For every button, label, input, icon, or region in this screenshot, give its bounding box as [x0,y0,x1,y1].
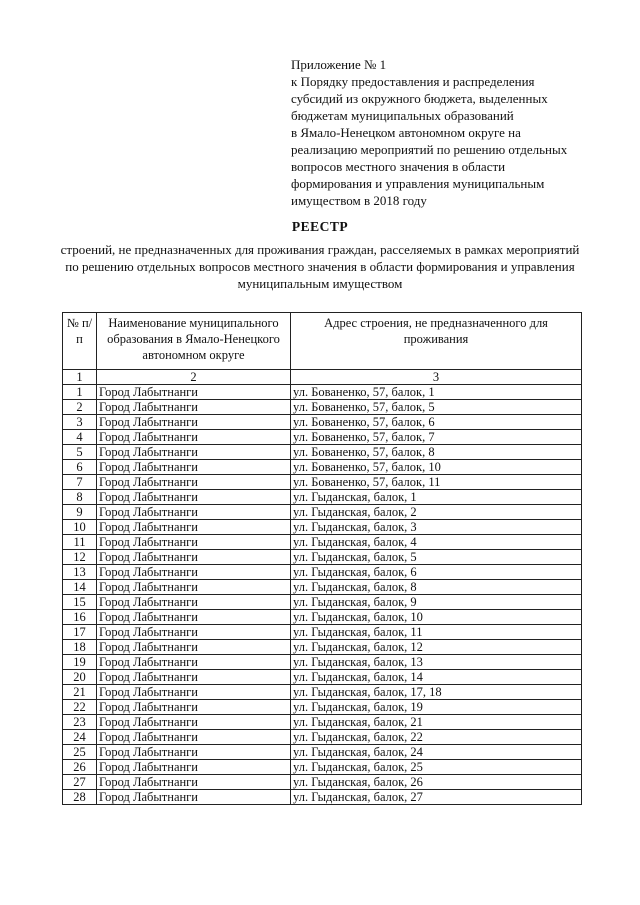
cell-num: 20 [63,670,97,685]
cell-num: 13 [63,565,97,580]
table-row [63,685,582,700]
cell-municipality: Город Лабытнанги [97,415,291,430]
table-row [63,595,582,610]
header-num: № п/п [63,313,97,370]
cell-municipality: Город Лабытнанги [97,745,291,760]
cell-address: ул. Бованенко, 57, балок, 7 [291,430,582,445]
appendix-line: субсидий из окружного бюджета, выделенных [291,91,548,106]
cell-num: 1 [63,385,97,400]
appendix-line: реализацию мероприятий по решению отдельных [291,142,568,157]
cell-municipality: Город Лабытнанги [97,625,291,640]
subtitle-line: строений, не предназначенных для проживания граждан, расселяемых в рамках мероприятий [60,242,580,257]
cell-num: 24 [63,730,97,745]
table-row [63,775,582,790]
registry-table [62,312,582,805]
table-header-row [63,313,582,370]
cell-address: ул. Бованенко, 57, балок, 8 [291,445,582,460]
cell-address: ул. Бованенко, 57, балок, 11 [291,475,582,490]
appendix-line: к Порядку предоставления и распределения [291,74,535,89]
cell-address: ул. Гыданская, балок, 1 [291,490,582,505]
cell-municipality: Город Лабытнанги [97,475,291,490]
cell-num: 14 [63,580,97,595]
cell-municipality: Город Лабытнанги [97,775,291,790]
table-row [63,730,582,745]
table-row [63,385,582,400]
cell-municipality: Город Лабытнанги [97,730,291,745]
cell-address: ул. Гыданская, балок, 21 [291,715,582,730]
cell-address: ул. Гыданская, балок, 25 [291,760,582,775]
subtitle-line: по решению отдельных вопросов местного значения в области формирования и управления [65,259,575,274]
cell-num: 11 [63,535,97,550]
table-row [63,490,582,505]
cell-num: 15 [63,595,97,610]
cell-num: 6 [63,460,97,475]
cell-num: 19 [63,655,97,670]
table-row [63,445,582,460]
table-row [63,460,582,475]
cell-municipality: Город Лабытнанги [97,505,291,520]
cell-address: ул. Гыданская, балок, 12 [291,640,582,655]
cell-address: ул. Бованенко, 57, балок, 6 [291,415,582,430]
cell-num: 18 [63,640,97,655]
cell-municipality: Город Лабытнанги [97,535,291,550]
cell-address: ул. Гыданская, балок, 3 [291,520,582,535]
table-row [63,670,582,685]
cell-address: ул. Гыданская, балок, 19 [291,700,582,715]
cell-municipality: Город Лабытнанги [97,490,291,505]
cell-municipality: Город Лабытнанги [97,385,291,400]
cell-address: ул. Гыданская, балок, 26 [291,775,582,790]
column-number: 3 [291,370,582,385]
cell-address: ул. Гыданская, балок, 10 [291,610,582,625]
table-row [63,625,582,640]
cell-address: ул. Гыданская, балок, 6 [291,565,582,580]
cell-num: 10 [63,520,97,535]
cell-num: 8 [63,490,97,505]
column-number: 1 [63,370,97,385]
cell-address: ул. Гыданская, балок, 24 [291,745,582,760]
table-row [63,520,582,535]
table-row [63,535,582,550]
appendix-line: имуществом в 2018 году [291,193,427,208]
cell-num: 9 [63,505,97,520]
cell-address: ул. Гыданская, балок, 4 [291,535,582,550]
cell-municipality: Город Лабытнанги [97,685,291,700]
cell-address: ул. Бованенко, 57, балок, 10 [291,460,582,475]
cell-num: 7 [63,475,97,490]
table-row [63,610,582,625]
cell-num: 17 [63,625,97,640]
cell-municipality: Город Лабытнанги [97,460,291,475]
cell-address: ул. Гыданская, балок, 9 [291,595,582,610]
cell-municipality: Город Лабытнанги [97,610,291,625]
table-row [63,745,582,760]
table-row [63,430,582,445]
cell-num: 23 [63,715,97,730]
cell-municipality: Город Лабытнанги [97,700,291,715]
cell-address: ул. Гыданская, балок, 22 [291,730,582,745]
header-address: Адрес строения, не предназначенного для проживания [291,313,582,370]
cell-municipality: Город Лабытнанги [97,445,291,460]
cell-num: 22 [63,700,97,715]
cell-num: 26 [63,760,97,775]
cell-municipality: Город Лабытнанги [97,520,291,535]
subtitle-line: муниципальным имуществом [237,276,403,291]
document-title: РЕЕСТР [291,219,349,234]
table-row [63,565,582,580]
table-row [63,415,582,430]
cell-municipality: Город Лабытнанги [97,400,291,415]
cell-num: 2 [63,400,97,415]
cell-address: ул. Гыданская, балок, 2 [291,505,582,520]
table-row [63,790,582,805]
cell-num: 28 [63,790,97,805]
cell-address: ул. Гыданская, балок, 11 [291,625,582,640]
table-row [63,475,582,490]
cell-municipality: Город Лабытнанги [97,580,291,595]
cell-address: ул. Гыданская, балок, 14 [291,670,582,685]
table-row [63,640,582,655]
table-row [63,580,582,595]
table-row [63,550,582,565]
cell-address: ул. Гыданская, балок, 5 [291,550,582,565]
table-row [63,655,582,670]
cell-address: ул. Бованенко, 57, балок, 1 [291,385,582,400]
appendix-line: бюджетам муниципальных образований [291,108,514,123]
table-row [63,700,582,715]
cell-municipality: Город Лабытнанги [97,715,291,730]
cell-num: 12 [63,550,97,565]
cell-num: 5 [63,445,97,460]
table-row [63,760,582,775]
appendix-line: в Ямало-Ненецком автономном округе на [291,125,521,140]
cell-municipality: Город Лабытнанги [97,640,291,655]
cell-municipality: Город Лабытнанги [97,550,291,565]
cell-num: 25 [63,745,97,760]
cell-address: ул. Гыданская, балок, 8 [291,580,582,595]
table-row [63,715,582,730]
table-body [63,370,582,805]
cell-municipality: Город Лабытнанги [97,790,291,805]
cell-address: ул. Гыданская, балок, 13 [291,655,582,670]
table-row [63,505,582,520]
cell-num: 27 [63,775,97,790]
cell-address: ул. Гыданская, балок, 17, 18 [291,685,582,700]
appendix-block [291,56,591,209]
cell-address: ул. Гыданская, балок, 27 [291,790,582,805]
cell-address: ул. Бованенко, 57, балок, 5 [291,400,582,415]
column-number: 2 [97,370,291,385]
column-number-row [63,370,582,385]
cell-municipality: Город Лабытнанги [97,760,291,775]
appendix-line: Приложение № 1 [291,57,387,72]
table-row [63,400,582,415]
cell-municipality: Город Лабытнанги [97,565,291,580]
cell-num: 4 [63,430,97,445]
cell-municipality: Город Лабытнанги [97,595,291,610]
header-municipality: Наименование муниципального образования в Ямало-Ненецкого автономном округе [97,313,291,370]
cell-num: 16 [63,610,97,625]
cell-municipality: Город Лабытнанги [97,430,291,445]
appendix-line: вопросов местного значения в области [291,159,506,174]
document-subtitle [40,241,600,292]
cell-num: 21 [63,685,97,700]
cell-num: 3 [63,415,97,430]
appendix-line: формирования и управления муниципальным [291,176,545,191]
cell-municipality: Город Лабытнанги [97,655,291,670]
cell-municipality: Город Лабытнанги [97,670,291,685]
